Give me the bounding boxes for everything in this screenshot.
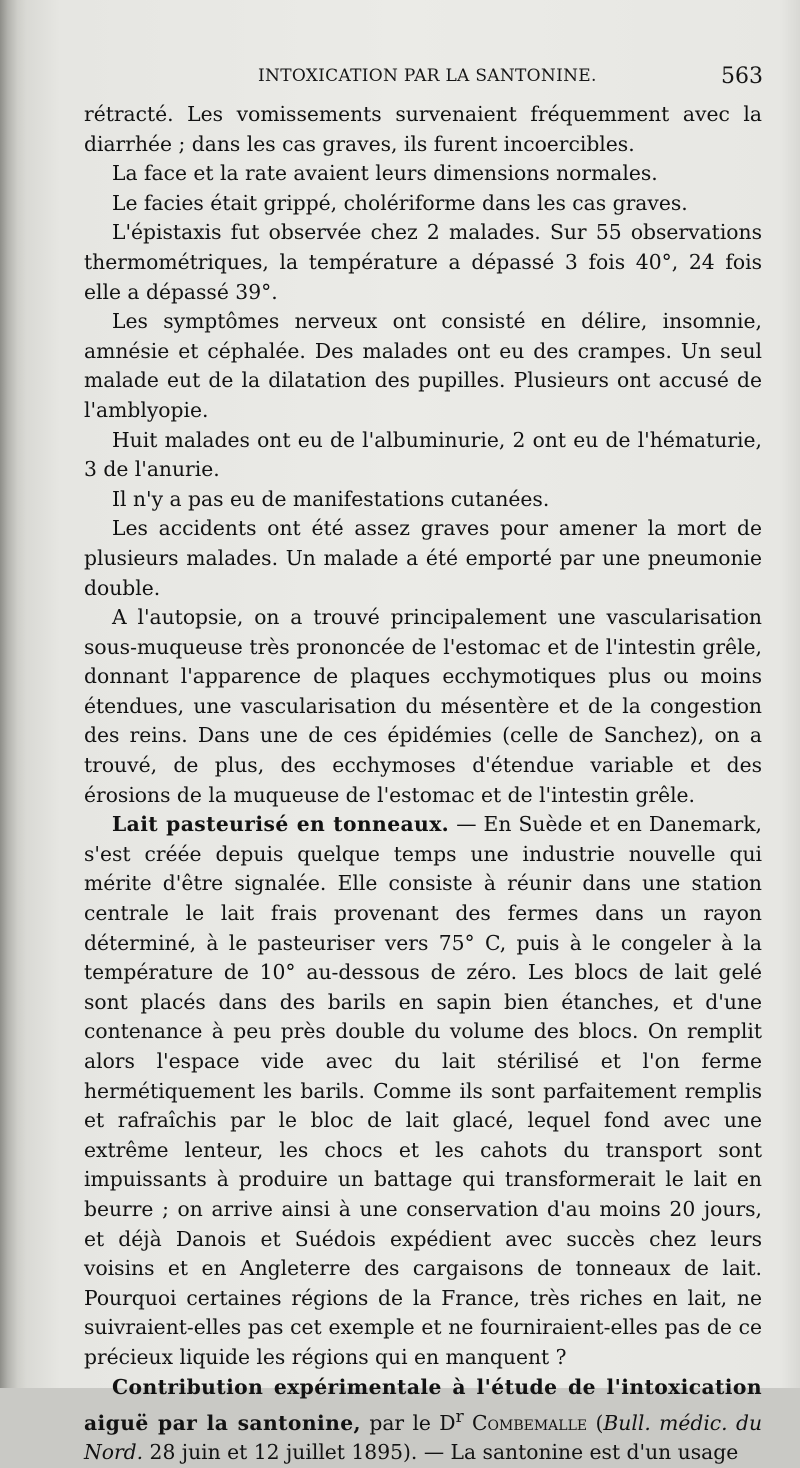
body-text (84, 100, 762, 1468)
section-body-lait: — En Suède et en Danemark, s'est créée depuis quelque temps une industrie nouvelle qui mérite d'être signalée. Elle consiste à réunir dans une station centrale le lait frais provenant des fermes dans un rayon déterminé, à le pasteuriser vers 75° C, puis à le congeler à la température de 10° au-dessous de zéro. Les blocs de lait gelé sont placés dans des barils en sapin bien étanches, et d'une contenance à peu près double du volume des blocs. On remplit alors l'espace vide avec du lait stérilisé et l'on ferme hermétiquement les barils. Comme ils sont parfaitement remplis et rafraîchis par le bloc de lait glacé, lequel fond avec une extrême lenteur, les chocs et les cahots du transport sont impuissants à produire un battage qui transformerait le lait en beurre ; on arrive ainsi à une conservation d'au moins 20 jours, et déjà Danois et Suédois expédient avec succès chez leurs voisins et en Angleterre des cargaisons de tonneaux de lait. Pourquoi certaines régions de la France, très riches en lait, ne suivraient-elles pas cet exemple et ne fourniraient-elles pas de ce précieux liquide les régions qui en manquent ? (84, 812, 762, 1369)
page-spine-shadow (0, 0, 26, 1388)
section-heading-contribution: Contribution expérimentale à l'étude de l'intoxication aiguë par la santonine, (84, 1374, 762, 1435)
paragraph-face-rate: La face et la rate avaient leurs dimensions normales. (112, 161, 658, 186)
byline: par le D (360, 1410, 456, 1435)
paragraph-facies: Le facies était grippé, cholériforme dans les cas graves. (112, 190, 688, 215)
doctor-superscript: r (455, 1406, 464, 1427)
paragraph-nervous-symptoms: Les symptômes nerveux ont consisté en délire, insomnie, amnésie et céphalée. Des malades ont eu des crampes. Un seul malade eut de la dilatation des pupilles. Plusieurs ont accusé de l'amblyopie. (84, 309, 762, 422)
open-paren: ( (587, 1410, 604, 1435)
paragraph-epistaxis: L'épistaxis fut observée chez 2 malades. Sur 55 observations thermométriques, la température a dépassé 3 fois 40°, 24 fois elle a dépassé 39°. (84, 220, 762, 304)
page-number: 563 (721, 64, 763, 89)
paragraph-autopsy: A l'autopsie, on a trouvé principalement une vascularisation sous-muqueuse très prononcée de l'estomac et de l'intestin grêle, donnant l'apparence de plaques ecchymotiques plus ou moins étendues, une vascularisation du mésentère et de la congestion des reins. Dans une de ces épidémies (celle de Sanchez), on a trouvé, de plus, des ecchymoses d'étendue variable et des érosions de la muqueuse de l'estomac et de l'intestin grêle. (84, 605, 762, 807)
section-contribution (84, 1373, 762, 1468)
page-header (258, 64, 763, 94)
paragraph-skin: Il n'y a pas eu de manifestations cutanées. (112, 486, 550, 511)
paragraph-accidents: Les accidents ont été assez graves pour amener la mort de plusieurs malades. Un malade a été emporté par une pneumonie double. (84, 516, 762, 600)
author-name: Combemalle (463, 1410, 588, 1435)
paragraph-albuminuria: Huit malades ont eu de l'albuminurie, 2 ont eu de l'hématurie, 3 de l'anurie. (84, 427, 762, 482)
paragraph-continuation: rétracté. Les vomissements survenaient fréquemment avec la diarrhée ; dans les cas graves, ils furent incoercibles. (84, 102, 762, 156)
journal-dates: 28 juin et 12 juillet 1895). — La santonine est d'un usage (143, 1440, 739, 1465)
section-heading-lait: Lait pasteurisé en tonneaux. (112, 812, 450, 837)
journal-title: Bull. médic. du Nord. (84, 1410, 763, 1465)
running-title: INTOXICATION PAR LA SANTONINE. (258, 66, 597, 86)
section-lait-pasteurise (84, 810, 762, 1372)
